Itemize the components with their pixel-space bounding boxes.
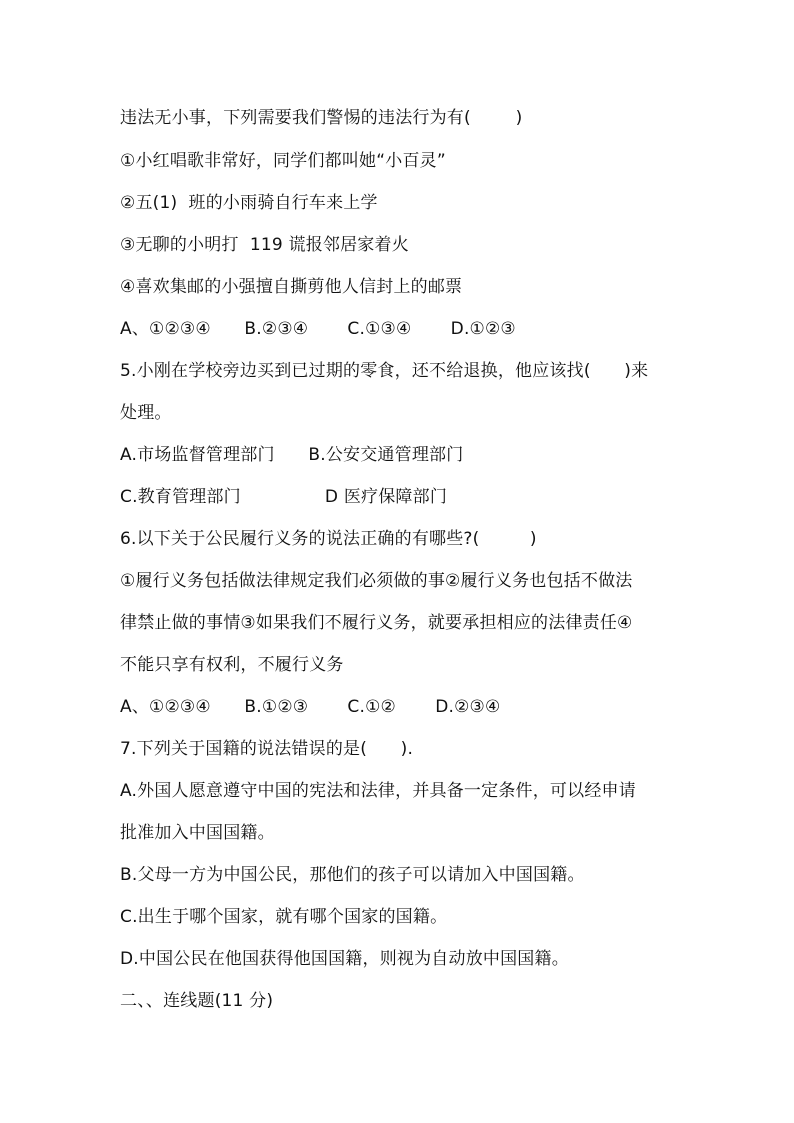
question-4-option-1: ①小红唱歌非常好，同学们都叫她“小百灵” <box>120 151 446 171</box>
question-5-stem-continued: 处理。 <box>120 403 172 423</box>
question-5-stem: 5.小刚在学校旁边买到已过期的零食，还不给退换，他应该找( )来 <box>120 361 649 381</box>
question-5-choices-cd: C.教育管理部门 D 医疗保障部门 <box>120 487 448 507</box>
question-6-statement-line-3: 不能只享有权利，不履行义务 <box>120 655 344 675</box>
question-7-option-d: D.中国公民在他国获得他国国籍，则视为自动放中国国籍。 <box>120 949 569 969</box>
question-6-statement-line-2: 律禁止做的事情③如果我们不履行义务，就要承担相应的法律责任④ <box>120 613 633 633</box>
question-7-option-c: C.出生于哪个国家，就有哪个国家的国籍。 <box>120 907 448 927</box>
question-4-option-2: ②五(1) 班的小雨骑自行车来上学 <box>120 193 378 213</box>
question-4-choices: A、①②③④ B.②③④ C.①③④ D.①②③ <box>120 319 516 339</box>
question-7-stem: 7.下列关于国籍的说法错误的是( ). <box>120 739 414 759</box>
question-6-stem: 6.以下关于公民履行义务的说法正确的有哪些?( ) <box>120 529 537 549</box>
question-6-statement-line-1: ①履行义务包括做法律规定我们必须做的事②履行义务也包括不做法 <box>120 571 633 591</box>
question-7-option-b: B.父母一方为中国公民，那他们的孩子可以请加入中国国籍。 <box>120 865 585 885</box>
question-4-option-3: ③无聊的小明打 119 谎报邻居家着火 <box>120 235 409 255</box>
question-4-option-4: ④喜欢集邮的小强擅自撕剪他人信封上的邮票 <box>120 277 463 297</box>
question-5-choices-ab: A.市场监督管理部门 B.公安交通管理部门 <box>120 445 464 465</box>
question-6-choices: A、①②③④ B.①②③ C.①② D.②③④ <box>120 697 501 717</box>
question-4-stem: 违法无小事，下列需要我们警惕的违法行为有( ) <box>120 108 523 128</box>
question-7-option-a-continued: 批准加入中国国籍。 <box>120 823 275 843</box>
section-2-heading: 二、、连线题(11 分) <box>120 991 274 1011</box>
question-7-option-a: A.外国人愿意遵守中国的宪法和法律，并具备一定条件，可以经申请 <box>120 781 636 801</box>
